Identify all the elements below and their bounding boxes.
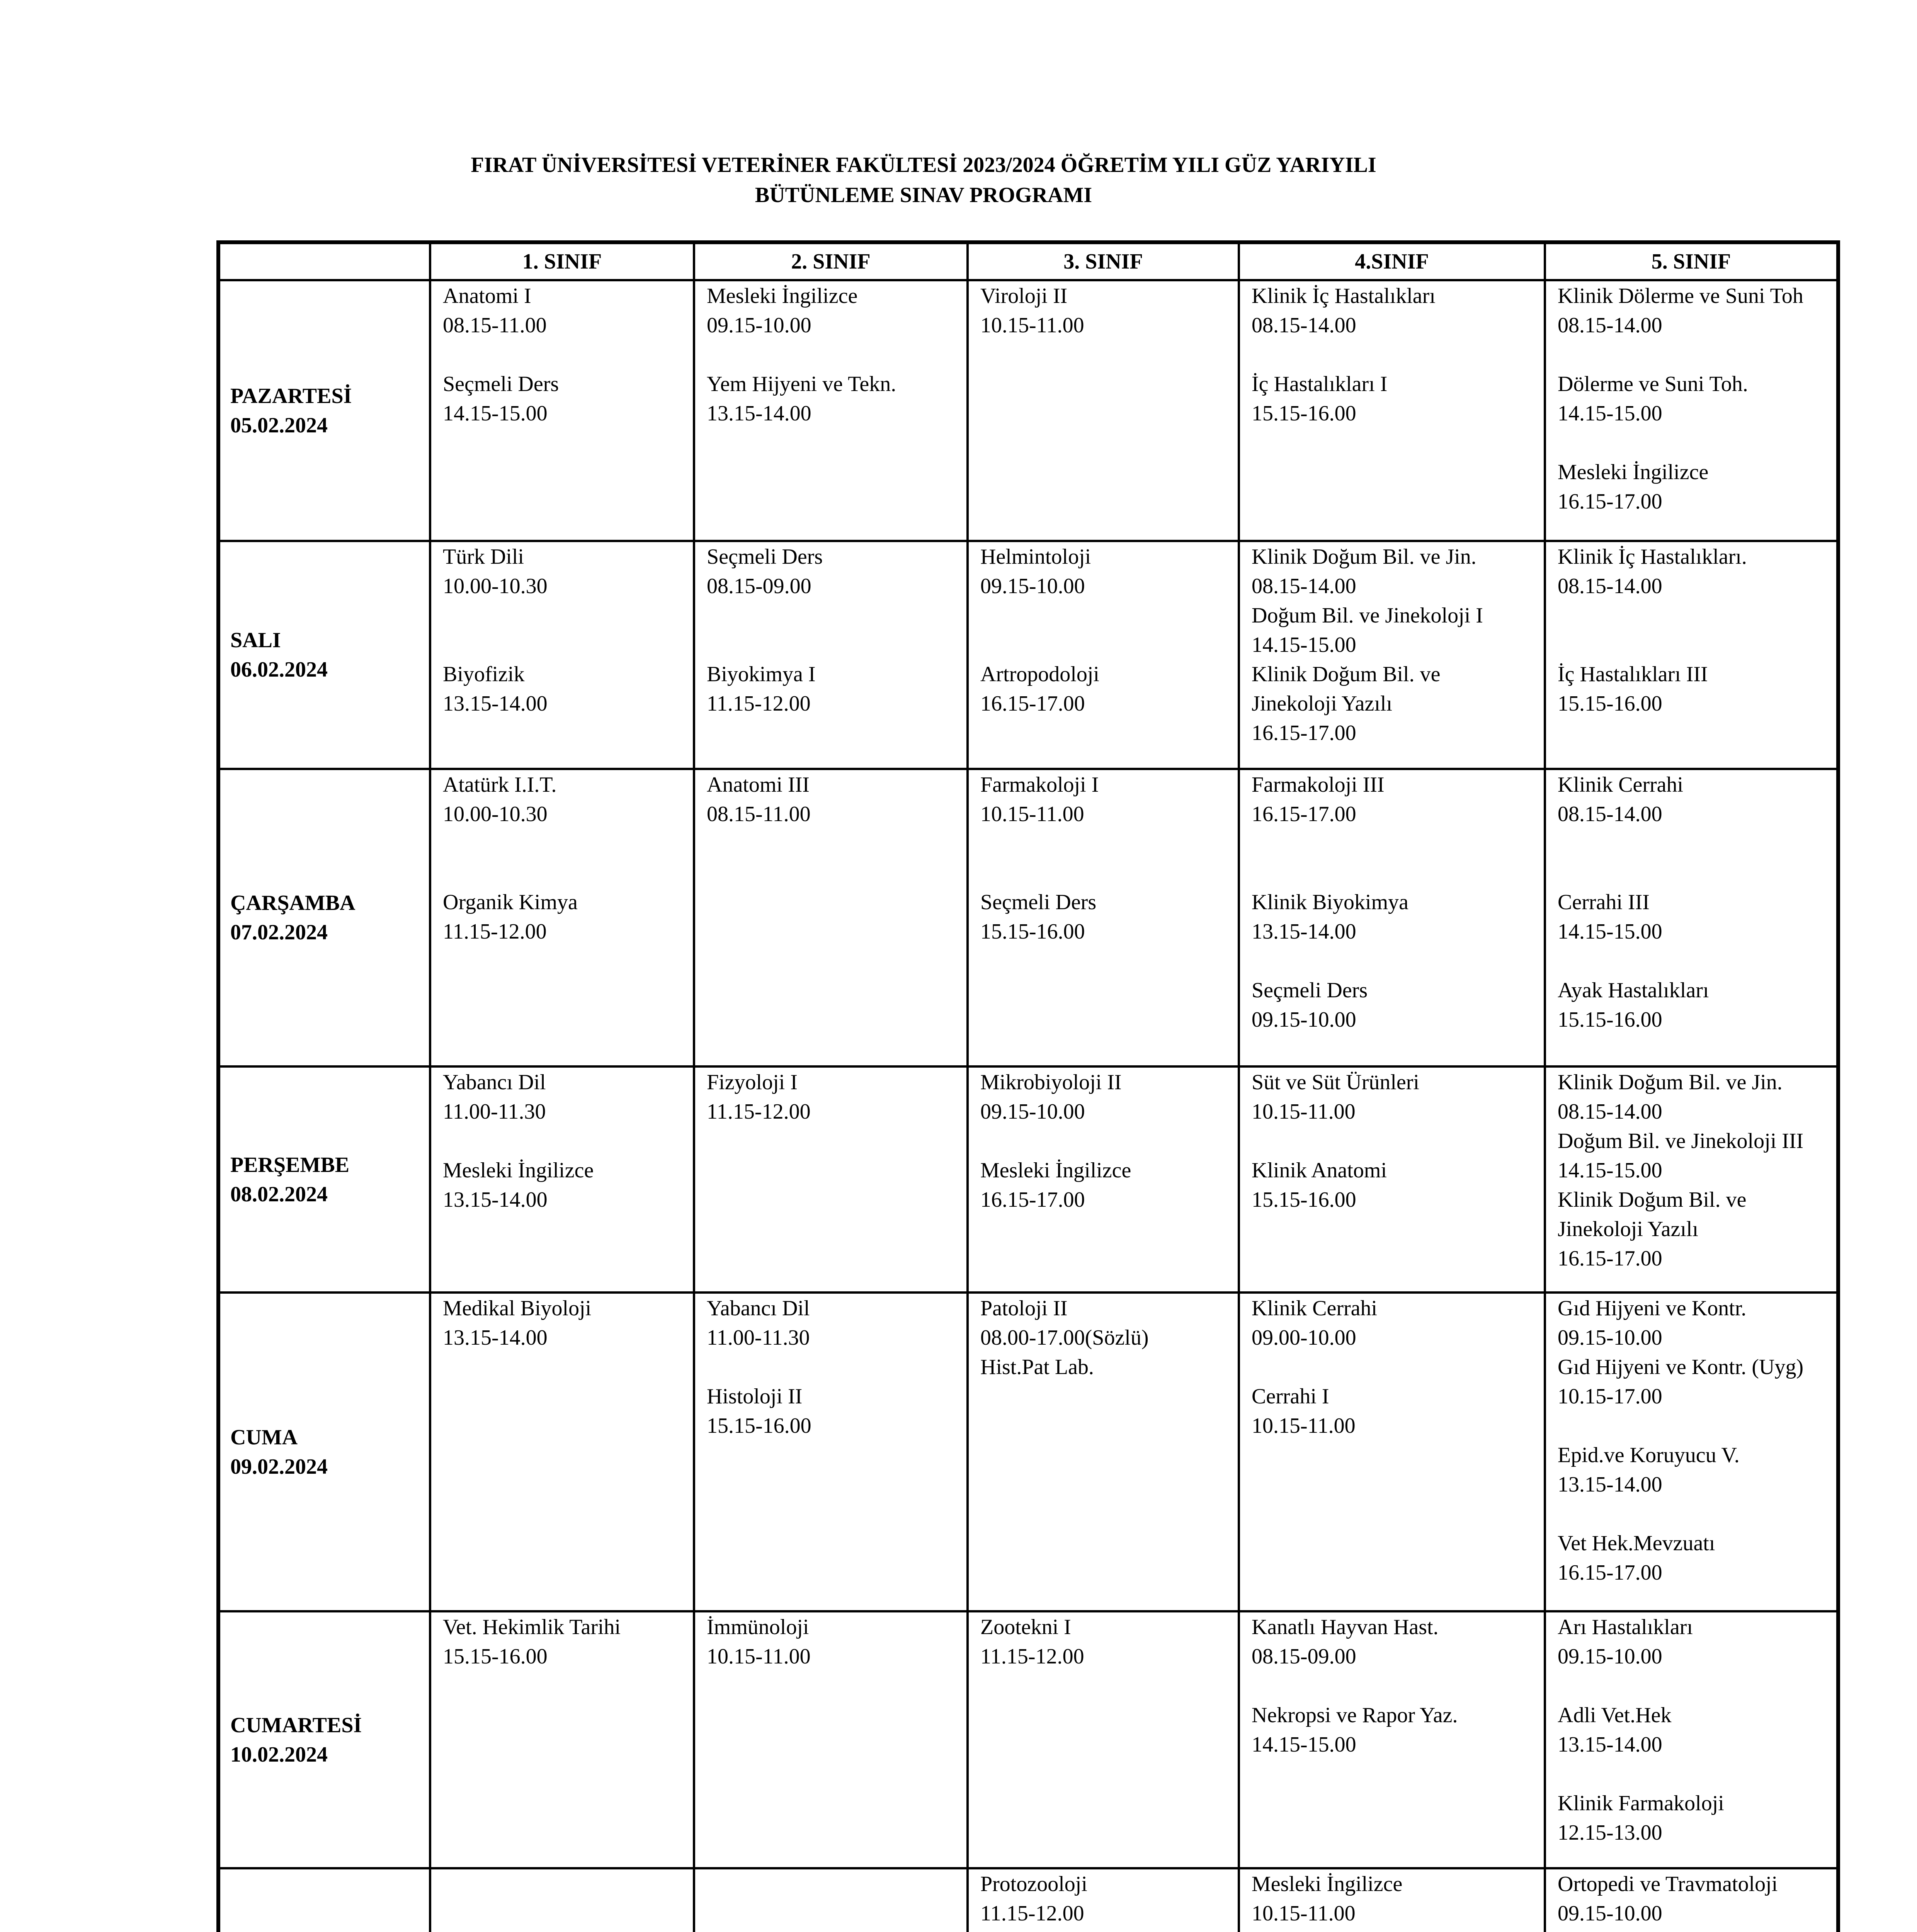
exam-cell-line: Vet Hek.Mevzuatı <box>1558 1531 1715 1555</box>
exam-cell-line: 08.15-14.00 <box>1558 313 1662 337</box>
day-cell <box>218 769 430 1066</box>
exam-cell-line: Patoloji II <box>980 1296 1068 1320</box>
exam-cell-line: Mesleki İngilizce <box>1558 460 1709 484</box>
day-date: 10.02.2024 <box>230 1742 328 1767</box>
column-header: 2. SINIF <box>694 242 968 280</box>
exam-cell <box>694 769 968 1066</box>
exam-cell-line: 08.15-09.00 <box>707 574 811 598</box>
exam-cell <box>968 1066 1239 1293</box>
exam-cell-line: 14.15-15.00 <box>1558 401 1662 425</box>
exam-cell-line: İmmünoloji <box>707 1615 809 1639</box>
exam-cell-line <box>443 630 693 660</box>
exam-cell-line <box>1558 1759 1836 1789</box>
day-name: CUMARTESİ <box>230 1713 362 1737</box>
day-row <box>218 769 1838 1066</box>
exam-cell-line: Mesleki İngilizce <box>443 1158 594 1182</box>
exam-cell-line: 08.15-09.00 <box>1252 1645 1356 1668</box>
exam-cell-line: Jinekoloji Yazılı <box>1252 692 1393 716</box>
exam-cell-line: 10.15-11.00 <box>1252 1414 1356 1438</box>
exam-cell-line: 16.15-17.00 <box>1558 1247 1662 1270</box>
exam-cell-line <box>980 630 1238 660</box>
exam-cell-line <box>1558 829 1836 858</box>
header-row <box>218 242 1838 280</box>
exam-cell-line: Süt ve Süt Ürünleri <box>1252 1070 1419 1094</box>
exam-cell-line: Cerrahi III <box>1558 890 1650 914</box>
exam-cell-line: 13.15-14.00 <box>1252 920 1356 944</box>
exam-cell <box>1239 1066 1545 1293</box>
exam-cell-line: Klinik İç Hastalıkları. <box>1558 545 1747 569</box>
exam-cell-line <box>1252 829 1544 858</box>
exam-cell-line: 09.15-10.00 <box>1558 1326 1662 1350</box>
day-cell <box>218 541 430 769</box>
exam-cell-line: Klinik Biyokimya <box>1252 890 1408 914</box>
exam-cell-line: Klinik Doğum Bil. ve Jin. <box>1252 545 1476 569</box>
exam-cell-line: Klinik Doğum Bil. ve Jin. <box>1558 1070 1783 1094</box>
exam-cell-line: Klinik Farmakoloji <box>1558 1791 1724 1815</box>
exam-cell <box>430 541 694 769</box>
exam-cell-line <box>1252 340 1544 369</box>
exam-cell-line: Anatomi I <box>443 284 531 308</box>
exam-cell-line <box>1558 601 1836 630</box>
exam-cell-line: 09.15-10.00 <box>980 1100 1085 1124</box>
exam-cell-line: Mesleki İngilizce <box>707 284 858 308</box>
exam-cell-line <box>980 858 1238 888</box>
exam-cell-line: 10.15-11.00 <box>1252 1100 1356 1124</box>
exam-cell-line <box>1558 340 1836 369</box>
exam-cell-line <box>443 340 693 369</box>
exam-cell-line: 11.00-11.30 <box>443 1100 546 1124</box>
exam-cell-line: Gıd Hijyeni ve Kontr. (Uyg) <box>1558 1355 1804 1379</box>
exam-cell-line <box>1558 1928 1836 1932</box>
exam-cell <box>694 1611 968 1868</box>
exam-cell-line <box>980 1928 1238 1932</box>
exam-cell-line: 15.15-16.00 <box>707 1414 811 1438</box>
exam-cell-line: 09.15-10.00 <box>1558 1645 1662 1668</box>
exam-cell-line: 08.00-17.00(Sözlü) <box>980 1326 1149 1350</box>
exam-cell-line <box>1252 858 1544 888</box>
exam-cell-line: Helmintoloji <box>980 545 1091 569</box>
exam-cell-line: 10.00-10.30 <box>443 574 548 598</box>
exam-cell-line: 08.15-14.00 <box>1252 313 1356 337</box>
exam-cell-line <box>980 601 1238 630</box>
exam-cell <box>1545 541 1838 769</box>
exam-cell-line <box>1252 1352 1544 1382</box>
exam-cell-line: 15.15-16.00 <box>1252 401 1356 425</box>
exam-cell-line <box>443 858 693 888</box>
exam-cell-line: 13.15-14.00 <box>443 692 548 716</box>
day-row <box>218 541 1838 769</box>
exam-cell-line: Kanatlı Hayvan Hast. <box>1252 1615 1439 1639</box>
exam-cell-line: 15.15-16.00 <box>980 920 1085 944</box>
exam-cell-line: 09.15-10.00 <box>1558 1901 1662 1925</box>
exam-cell <box>1239 769 1545 1066</box>
exam-cell-line: Biyofizik <box>443 662 525 686</box>
exam-cell-line: 11.15-12.00 <box>980 1645 1084 1668</box>
exam-cell-line: 16.15-17.00 <box>1558 490 1662 514</box>
exam-cell-line: Yabancı Dil <box>707 1296 810 1320</box>
exam-cell-line <box>1558 946 1836 976</box>
exam-cell <box>1239 1293 1545 1611</box>
exam-cell-line: İç Hastalıkları III <box>1558 662 1708 686</box>
day-row <box>218 280 1838 541</box>
day-name: PERŞEMBE <box>230 1153 350 1177</box>
exam-cell-line: Klinik Anatomi <box>1252 1158 1387 1182</box>
exam-cell-line: 16.15-17.00 <box>1558 1561 1662 1585</box>
exam-cell-line <box>1252 946 1544 976</box>
exam-cell-line: Ortopedi ve Travmatoloji <box>1558 1872 1778 1896</box>
title-line-1: FIRAT ÜNİVERSİTESİ VETERİNER FAKÜLTESİ 2023/2024 ÖĞRETİM YILI GÜZ YARIYILI <box>471 153 1376 177</box>
exam-cell-line: Klinik Doğum Bil. ve <box>1558 1188 1747 1212</box>
exam-cell <box>430 1611 694 1868</box>
exam-cell <box>968 769 1239 1066</box>
exam-cell-line <box>443 1126 693 1156</box>
exam-cell-line: Arı Hastalıkları <box>1558 1615 1693 1639</box>
exam-cell-line <box>1252 1671 1544 1701</box>
exam-cell-line: Seçmeli Ders <box>707 545 823 569</box>
exam-cell <box>1239 280 1545 541</box>
exam-cell-line <box>1252 1126 1544 1156</box>
exam-cell-line: Klinik Cerrahi <box>1252 1296 1378 1320</box>
exam-cell-line <box>1558 1499 1836 1529</box>
exam-cell-line: Farmakoloji I <box>980 773 1099 797</box>
exam-cell-line <box>1252 1928 1544 1932</box>
exam-cell-line: 10.00-10.30 <box>443 802 548 826</box>
exam-cell-line: Histoloji II <box>707 1384 803 1408</box>
exam-cell-line: Yabancı Dil <box>443 1070 546 1094</box>
exam-cell-line: 11.00-11.30 <box>707 1326 810 1350</box>
exam-cell-line: 08.15-14.00 <box>1558 574 1662 598</box>
day-cell <box>218 1611 430 1868</box>
exam-cell-line: Jinekoloji Yazılı <box>1558 1217 1699 1241</box>
exam-cell-line <box>707 340 966 369</box>
day-row <box>218 1868 1838 1932</box>
day-name: SALI <box>230 628 281 652</box>
exam-cell-line <box>1558 1671 1836 1701</box>
exam-cell-line: Seçmeli Ders <box>980 890 1097 914</box>
day-cell <box>218 1868 430 1932</box>
exam-cell-line <box>443 601 693 630</box>
exam-cell <box>694 1066 968 1293</box>
corner-cell <box>218 242 430 280</box>
exam-cell-line <box>443 829 693 858</box>
exam-cell-line <box>1558 858 1836 888</box>
exam-cell-line: 13.15-14.00 <box>443 1326 548 1350</box>
exam-cell-line: Ayak Hastalıkları <box>1558 978 1709 1002</box>
exam-cell <box>430 1066 694 1293</box>
exam-cell-line: 08.15-11.00 <box>443 313 547 337</box>
day-cell <box>218 1293 430 1611</box>
exam-cell-line: Mesleki İngilizce <box>1252 1872 1403 1896</box>
day-name: CUMA <box>230 1425 298 1449</box>
exam-cell-line: 12.15-13.00 <box>1558 1821 1662 1845</box>
exam-cell-line: Klinik Dölerme ve Suni Toh <box>1558 284 1803 308</box>
exam-cell-line: 11.15-12.00 <box>707 1100 811 1124</box>
exam-cell-line: Epid.ve Koruyucu V. <box>1558 1443 1740 1467</box>
exam-cell-line: 15.15-16.00 <box>1252 1188 1356 1212</box>
exam-cell-line: 10.15-11.00 <box>1252 1901 1356 1925</box>
exam-cell-line: 14.15-15.00 <box>1558 1158 1662 1182</box>
exam-cell-line: Zootekni I <box>980 1615 1071 1639</box>
exam-cell <box>430 1293 694 1611</box>
exam-cell <box>1545 1868 1838 1932</box>
exam-cell-line: 13.15-14.00 <box>443 1188 548 1212</box>
exam-cell-line: Biyokimya I <box>707 662 816 686</box>
exam-cell-line: Dölerme ve Suni Toh. <box>1558 372 1748 396</box>
column-header: 5. SINIF <box>1545 242 1838 280</box>
exam-cell-line: 08.15-14.00 <box>1252 574 1356 598</box>
exam-cell-line <box>707 601 966 630</box>
exam-cell-line <box>980 1126 1238 1156</box>
exam-cell-line: Mikrobiyoloji II <box>980 1070 1122 1094</box>
exam-cell-line: Fizyoloji I <box>707 1070 798 1094</box>
exam-cell-line: Cerrahi I <box>1252 1384 1329 1408</box>
day-date: 08.02.2024 <box>230 1182 328 1206</box>
day-row <box>218 1611 1838 1868</box>
exam-cell <box>1545 280 1838 541</box>
exam-cell-line: 15.15-16.00 <box>1558 1008 1662 1032</box>
exam-cell-line: Yem Hijyeni ve Tekn. <box>707 372 896 396</box>
exam-cell <box>968 1293 1239 1611</box>
exam-cell-line: 15.15-16.00 <box>443 1645 548 1668</box>
exam-cell-line: 16.15-17.00 <box>980 692 1085 716</box>
exam-cell-line: İç Hastalıkları I <box>1252 372 1388 396</box>
document-title <box>216 150 1631 210</box>
exam-cell-line: Türk Dili <box>443 545 524 569</box>
exam-cell-line: Klinik Cerrahi <box>1558 773 1684 797</box>
exam-cell <box>1239 1868 1545 1932</box>
title-line-2: BÜTÜNLEME SINAV PROGRAMI <box>755 183 1092 207</box>
exam-cell <box>694 1293 968 1611</box>
exam-cell-line: Gıd Hijyeni ve Kontr. <box>1558 1296 1747 1320</box>
exam-cell-line: 10.15-17.00 <box>1558 1384 1662 1408</box>
exam-cell-line: Nekropsi ve Rapor Yaz. <box>1252 1703 1458 1727</box>
exam-cell-line: Farmakoloji III <box>1252 773 1385 797</box>
exam-cell-line: 10.15-11.00 <box>707 1645 811 1668</box>
exam-cell-line: Protozooloji <box>980 1872 1087 1896</box>
exam-cell-line: 09.00-10.00 <box>1252 1326 1356 1350</box>
exam-cell-line <box>1558 630 1836 660</box>
exam-cell-line: Medikal Biyoloji <box>443 1296 592 1320</box>
exam-cell <box>968 541 1239 769</box>
exam-cell-line: 14.15-15.00 <box>1558 920 1662 944</box>
exam-cell-line <box>707 1352 966 1382</box>
exam-cell-line: Hist.Pat Lab. <box>980 1355 1094 1379</box>
exam-cell-line: 13.15-14.00 <box>707 401 811 425</box>
day-date: 07.02.2024 <box>230 920 328 944</box>
exam-cell <box>430 1868 694 1932</box>
column-header: 1. SINIF <box>430 242 694 280</box>
exam-cell-line: 08.15-14.00 <box>1558 802 1662 826</box>
exam-cell <box>694 1868 968 1932</box>
exam-cell-line: 14.15-15.00 <box>1252 633 1356 657</box>
day-date: 06.02.2024 <box>230 658 328 682</box>
exam-cell-line: 16.15-17.00 <box>1252 721 1356 745</box>
exam-cell-line: Anatomi III <box>707 773 810 797</box>
exam-cell-line: 09.15-10.00 <box>980 574 1085 598</box>
exam-cell-line: Organik Kimya <box>443 890 578 914</box>
exam-cell-line: Seçmeli Ders <box>1252 978 1368 1002</box>
exam-cell-line <box>707 630 966 660</box>
exam-cell-line: 10.15-11.00 <box>980 802 1084 826</box>
exam-cell-line: Atatürk I.I.T. <box>443 773 557 797</box>
exam-cell-line: 15.15-16.00 <box>1558 692 1662 716</box>
exam-cell <box>430 769 694 1066</box>
day-date: 05.02.2024 <box>230 413 328 437</box>
exam-cell-line: Artropodoloji <box>980 662 1099 686</box>
exam-cell-line: Vet. Hekimlik Tarihi <box>443 1615 621 1639</box>
day-cell <box>218 280 430 541</box>
column-header: 4.SINIF <box>1239 242 1545 280</box>
exam-cell-line: 13.15-14.00 <box>1558 1733 1662 1757</box>
day-row <box>218 1293 1838 1611</box>
exam-cell <box>1545 1066 1838 1293</box>
exam-cell <box>968 1611 1239 1868</box>
exam-cell-line: Adli Vet.Hek <box>1558 1703 1672 1727</box>
exam-cell-line: 13.15-14.00 <box>1558 1473 1662 1497</box>
exam-cell-line: Mesleki İngilizce <box>980 1158 1131 1182</box>
exam-cell-line: 08.15-14.00 <box>1558 1100 1662 1124</box>
exam-cell-line: Klinik Doğum Bil. ve <box>1252 662 1441 686</box>
exam-cell-line: 10.15-11.00 <box>980 313 1084 337</box>
exam-cell <box>1239 541 1545 769</box>
day-name: ÇARŞAMBA <box>230 891 356 915</box>
column-header: 3. SINIF <box>968 242 1239 280</box>
exam-cell-line: 16.15-17.00 <box>1252 802 1356 826</box>
exam-cell-line: Doğum Bil. ve Jinekoloji I <box>1252 604 1483 628</box>
exam-cell-line <box>980 829 1238 858</box>
day-date: 09.02.2024 <box>230 1454 328 1479</box>
exam-cell <box>968 280 1239 541</box>
exam-cell-line: Seçmeli Ders <box>443 372 559 396</box>
exam-cell-line: 09.15-10.00 <box>707 313 811 337</box>
exam-cell-line: 11.15-12.00 <box>707 692 811 716</box>
exam-cell-line: 16.15-17.00 <box>980 1188 1085 1212</box>
exam-cell <box>694 541 968 769</box>
exam-cell-line: Doğum Bil. ve Jinekoloji III <box>1558 1129 1804 1153</box>
exam-cell-line <box>1558 1411 1836 1440</box>
day-row <box>218 1066 1838 1293</box>
exam-cell-line <box>1558 428 1836 457</box>
exam-cell <box>968 1868 1239 1932</box>
exam-cell-line: Klinik İç Hastalıkları <box>1252 284 1436 308</box>
day-cell <box>218 1066 430 1293</box>
exam-cell <box>430 280 694 541</box>
exam-cell-line: 11.15-12.00 <box>980 1901 1084 1925</box>
exam-cell-line: 14.15-15.00 <box>1252 1733 1356 1757</box>
exam-cell <box>1545 769 1838 1066</box>
exam-cell <box>694 280 968 541</box>
exam-cell-line: Viroloji II <box>980 284 1068 308</box>
exam-cell <box>1239 1611 1545 1868</box>
exam-cell <box>1545 1611 1838 1868</box>
exam-cell-line: 11.15-12.00 <box>443 920 547 944</box>
exam-cell-line: 14.15-15.00 <box>443 401 548 425</box>
exam-cell-line: 09.15-10.00 <box>1252 1008 1356 1032</box>
day-name: PAZARTESİ <box>230 384 352 408</box>
exam-schedule-table <box>216 240 1840 1932</box>
exam-cell <box>1545 1293 1838 1611</box>
exam-cell-line: 08.15-11.00 <box>707 802 811 826</box>
